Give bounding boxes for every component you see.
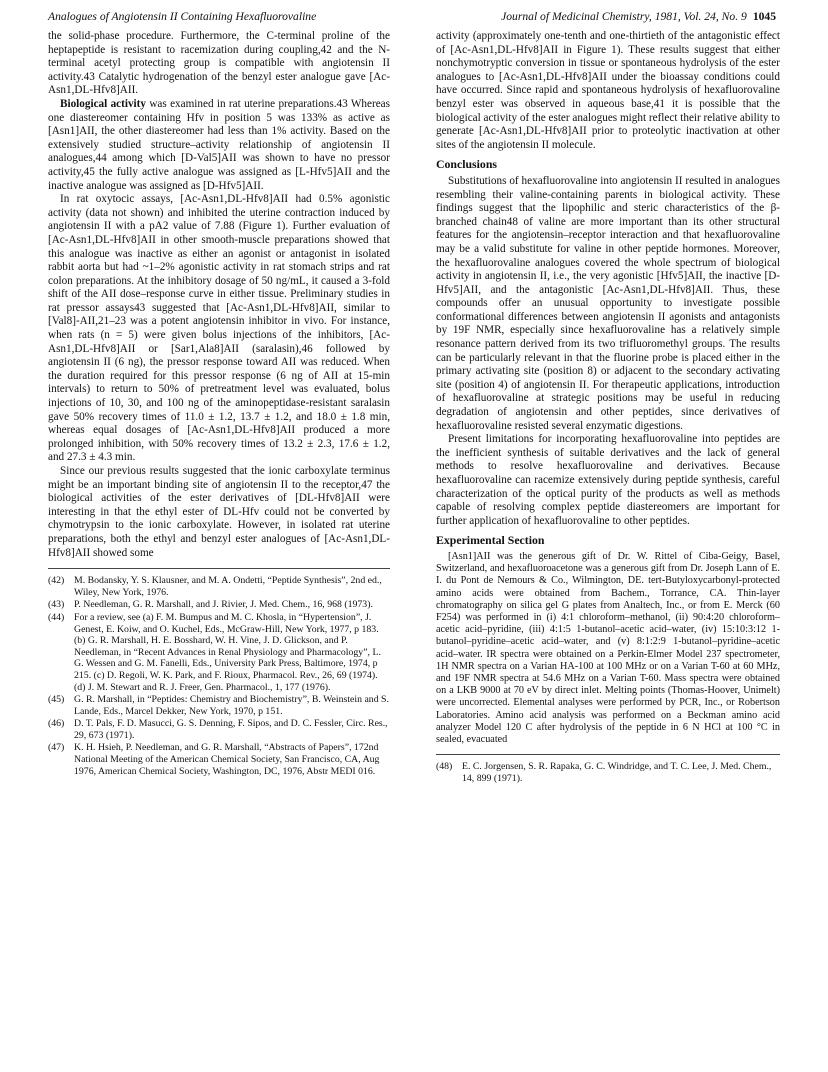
paragraph-text: was examined in rat uterine preparations.43 Whereas one diastereomer containing Hfv in position 5 was 133% as active as [Asn1]AII, the other diastereomer had less than 1% activity. Based on the extensively studied structure–activity relationship of angiotensin II analogues,44 among which [D-Val5]AII was shown to have no pressor activity,45 the fully active analogue was assigned as [L-Hfv5]AII and the inactive analogue was assigned as [D-Hfv5]AII. <box>48 97 391 192</box>
reference-number: (45) <box>48 694 65 706</box>
header-journal-info <box>501 10 776 23</box>
run-in-heading: Biological activity <box>60 97 146 110</box>
left-column <box>48 30 390 778</box>
reference-list <box>48 575 390 777</box>
reference-item <box>436 761 780 784</box>
paragraph: Present limitations for incorporating hexafluorovaline into peptides are the inefficient synthesis of suitable derivatives and the lack of general methods to resolve hexafluorovaline and derivatives. Because hexafluorovaline can racemize extensively during peptide synthesis, careful characterization of the optical purity of the products as well as methods capable of resolving complex peptide diastereomers are important for further application of hexafluorovaline to other peptides. <box>436 433 780 527</box>
paragraph: In rat oxytocic assays, [Ac-Asn1,DL-Hfv8]AII had 0.5% agonistic activity (data not shown) and inhibited the uterine contraction induced by angiotensin II with a pA2 value of 7.88 (Figure 1). Further evaluation of [Ac-Asn1,DL-Hfv8]AII in other smooth-muscle preparations showed that this analogue was inactive as either an agonist or antagonist in isolated rabbit aorta but had ~1–2% agonistic activity in rat stomach strips and rat colon preparations. At the inhibitory dosage of 50 ng/mL, it caused a 3-fold shift of the AII dose–response curve in either tissue. Preliminary studies in rat pressor assays43 suggested that [Ac-Asn1,DL-Hfv8]AII, similar to [Val8]-AII,21–23 was a potent angiotensin inhibitor in vivo. For instance, when rats (n = 5) were given bolus injections of the inhibitors, [Ac-Asn1,DL-Hfv8]AII or [Sar1,Ala8]AII (saralasin),46 followed by angiotensin II (6 ng), the pressor response toward AII was reduced. When the duration required for this pressor response (6 ng of AII at 15-min intervals) to return to 50% of pretreatment level was evaluated, bolus injections of 10, 30, and 100 ng of the aminopeptidase-resistant saralasin gave 50% recovery times of 11.0 ± 1.2, 13.7 ± 1.2, and 18.0 ± 1.8 min, whereas equal dosages of [Ac-Asn1,DL-Hfv8]AII produced a more prolonged inhibition, with 50% recovery times of 13.2 ± 2.3, 17.6 ± 1.2, and 27.3 ± 4.3 min. <box>48 193 390 464</box>
footnote-divider <box>48 568 390 569</box>
reference-text: M. Bodansky, Y. S. Klausner, and M. A. Ondetti, “Peptide Synthesis”, 2nd ed., Wiley, New York, 1976. <box>74 575 382 598</box>
reference-number: (42) <box>48 575 65 587</box>
paragraph-biological-activity <box>48 98 390 193</box>
paragraph: Substitutions of hexafluorovaline into angiotensin II resulted in analogues resembling their valine-containing parents in biological activity. These findings suggest that the lipophilic and steric characteristics of the β-branched chain48 of valine are more important than its other structural features for the angiotensin–receptor interaction and that hexafluorovaline may be a valid substitute for valine in other peptide hormones. Moreover, the hexafluorovaline analogues covered the whole spectrum of biological activity in angiotensin II, i.e., the very agonistic [Hfv5]AII, the inactive [D-Hfv5]AII, and the antagonistic [Ac-Asn1,DL-Hfv8]AII. Thus, these compounds offer an unusual opportunity to investigate possible conformational differences between angiotensin II agonists and antagonists by 19F NMR, especially since hexafluorovaline has a relatively simple resonance pattern derived from its two trifluoromethyl groups. The results can be particularly relevant in that the fluorine probe is placed either in the primary activating site (position 8) or adjacent to the secondary activating site (position 4) of angiotensin II. For therapeutic applications, introduction of hexafluorovaline at strategic positions may be useful in reducing degradation of angiotensin and other peptides, since derivatives of hexafluorovaline resisted several enzymatic digestions. <box>436 174 780 432</box>
running-header <box>48 6 776 26</box>
section-heading-conclusions: Conclusions <box>436 157 497 172</box>
reference-text: E. C. Jorgensen, S. R. Rapaka, G. C. Windridge, and T. C. Lee, J. Med. Chem., 14, 899 (1971). <box>462 761 772 784</box>
reference-text: P. Needleman, G. R. Marshall, and J. Rivier, J. Med. Chem., 16, 968 (1973). <box>74 599 373 611</box>
reference-item <box>48 575 390 598</box>
page-number: 1045 <box>752 10 776 23</box>
reference-item <box>48 742 390 777</box>
reference-item <box>48 612 390 693</box>
reference-number: (47) <box>48 742 65 754</box>
paragraph: activity (approximately one-tenth and one-thirtieth of the antagonistic effect of [Ac-Asn1,DL-Hfv8]AII in Figure 1). These results suggest that either nonchymotryptic conversion in tissue or spontaneous hydrolysis of the ester analogues to [Ac-Asn1,DL-Hfv8]AII under the bioassay conditions could have occurred. Since rapid and spontaneous hydrolysis of hexafluorovaline benzyl ester was observed in aqueous base,41 it is possible that the biological activity of the ester analogues might reflect their relative ability to generate [Ac-Asn1,DL-Hfv8]AII prior to proteolytic inactivation at other sites of the angiotensin II molecule. <box>436 30 780 151</box>
paragraph: [Asn1]AII was the generous gift of Dr. W. Rittel of Ciba-Geigy, Basel, Switzerland, and hexafluoroacetone was a generous gift from Dr. Joseph Lann of E. I. du Pont de Nemours & Co., Wilmington, DE. tert-Butyloxycarbonyl-protected amino acids were obtained from Bachem., Torrance, CA. Thin-layer chromatography on silica gel G plates from Analtech, Inc., or from E. Merck (60 F254) was performed in (i) 4:1 chloroform–methanol, (ii) 90:4:20 chloroform–acetic acid–pyridine, (iii) 4:1:5 1-butanol–acetic acid–water, (iv) 15:10:3:12 1-butanol–pyridine–acetic acid–water, and (v) 8:1:2:9 1-butanol–pyridine–acetic acid–water. IR spectra were obtained on a Perkin-Elmer Model 237 spectrometer, 1H NMR spectra on a Varian HA-100 at 100 MHz or on a Varian T-60 at 60 MHz, and 19F NMR spectra at 54.6 MHz on a Varian T-60. Mass spectra were obtained on a LKB 9000 at 70 eV by direct inlet. Melting points (Thomas-Hoover, Unimelt) were uncorrected. Elemental analyses were performed by PCR, Inc., or Robertson Laboratories. Amino acid analysis was performed on a Beckman amino acid analyzer Model 120 C after hydrolysis of the peptide in 6 N HCl at 100 °C in sealed, evacuated <box>436 550 780 746</box>
reference-text: G. R. Marshall, in “Peptides: Chemistry and Biochemistry”, B. Weinstein and S. Lande, Eds., Marcel Dekker, New York, 1970, p 151. <box>74 694 389 717</box>
reference-number: (46) <box>48 718 65 730</box>
reference-text: K. H. Hsieh, P. Needleman, and G. R. Marshall, “Abstracts of Papers”, 172nd National Meeting of the American Chemical Society, San Francisco, CA, Aug 1976, American Chemical Society, Washington, DC, 1976, Abstr MEDI 016. <box>74 742 380 777</box>
header-journal: Journal of Medicinal Chemistry, 1981, Vol. 24, No. 9 <box>501 10 747 23</box>
footnote-divider <box>436 754 780 755</box>
paragraph: the solid-phase procedure. Furthermore, the C-terminal proline of the heptapeptide is resistant to racemization during coupling,42 and the N-terminal acetyl protecting group is compatible with angiotensin II activity.43 Catalytic hydrogenation of the benzyl ester analogue gave [Ac-Asn1,DL-Hfv8]AII. <box>48 30 390 97</box>
section-heading-experimental: Experimental Section <box>436 533 545 548</box>
reference-text: D. T. Pals, F. D. Masucci, G. S. Denning, F. Sipos, and D. C. Fessler, Circ. Res., 29, 673 (1971). <box>74 718 388 741</box>
reference-number: (44) <box>48 611 65 623</box>
reference-item <box>48 694 390 717</box>
reference-item <box>48 599 390 611</box>
reference-item <box>48 718 390 741</box>
reference-list <box>436 761 780 784</box>
reference-text: For a review, see (a) F. M. Bumpus and M. C. Khosla, in “Hypertension”, J. Genest, E. Koiw, and O. Kuchel, Eds., McGraw-Hill, New York, 1977, p 183. (b) G. R. Marshall, H. E. Bosshard, W. H. Vine, J. D. Glickson, and P. Needleman, in “Recent Advances in Renal Physiology and Pharmacology”, L. G. Wessen and G. M. Fanelli, Eds., University Park Press, Baltimore, 1974, p 215. (c) D. Regoli, W. K. Park, and F. Rioux, Pharmacol. Rev., 26, 69 (1974). (d) J. M. Stewart and R. J. Freer, Gen. Pharmacol., 1, 177 (1976). <box>74 611 381 693</box>
reference-number: (48) <box>436 761 453 773</box>
reference-number: (43) <box>48 599 65 611</box>
right-column <box>436 30 780 785</box>
paragraph: Since our previous results suggested that the ionic carboxylate terminus might be an important binding site of angiotensin II to the receptor,47 the biological activities of the ester derivatives of [DL-Hfv8]AII were interesting in that the ethyl ester of DL-Hfv could not be converted by chymotrypsin to the ionic carboxylate. However, in isolated rat uterine preparations, both the ethyl and benzyl ester analogues of [Ac-Asn1,DL-Hfv8]AII showed some <box>48 465 390 559</box>
header-article-title: Analogues of Angiotensin II Containing Hexafluorovaline <box>48 10 317 23</box>
